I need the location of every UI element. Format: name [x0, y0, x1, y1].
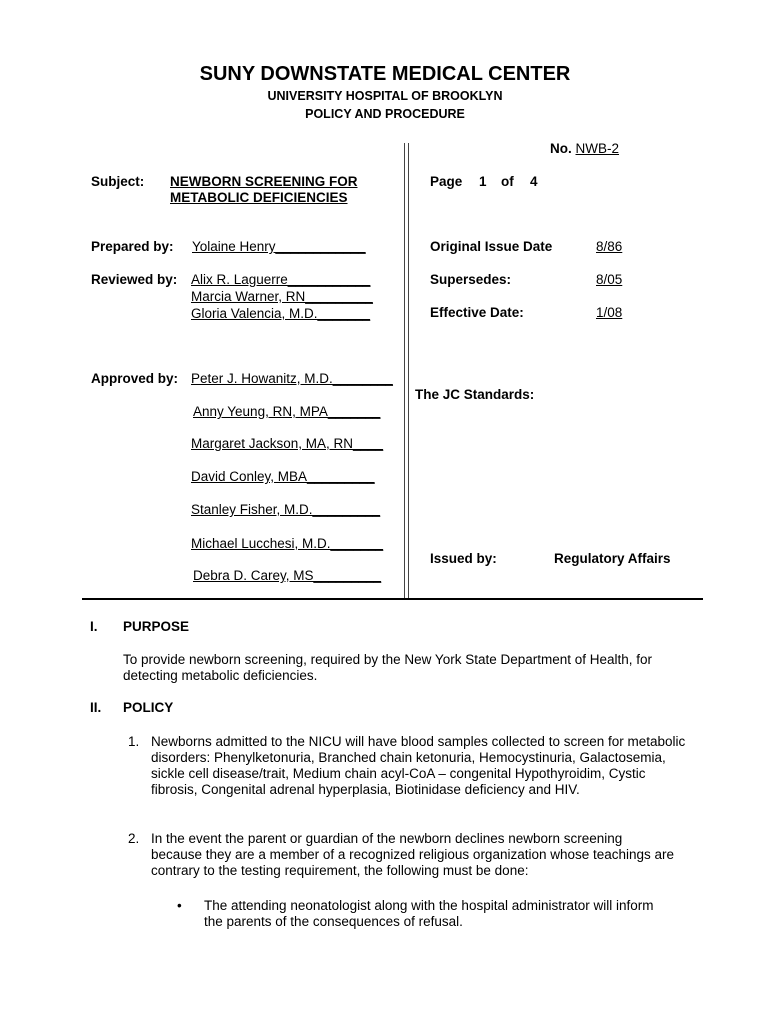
reviewer: Gloria Valencia, M.D._______: [191, 306, 371, 321]
policy-item-1: Newborns admitted to the NICU will have blood samples collected to screen for metabolic disorders: Phenylketonuria, Branched chain ketonuria, Hemocystinuria, Galactosemia, sickle cell disease/trait, Medium chain acyl-CoA – congenital Hypothyroidim, Cystic fibrosis, Congenital adrenal hyperplasia, Biotinidase deficiency and HIV.: [151, 734, 686, 797]
section-number: II.: [90, 700, 102, 715]
effective-value: 1/08: [596, 305, 623, 320]
page-label: Page: [430, 174, 463, 189]
original-issue-label: Original Issue Date: [430, 239, 553, 254]
horizontal-divider: [82, 598, 703, 600]
effective-label: Effective Date:: [430, 305, 524, 320]
subject-line-1: NEWBORN SCREENING FOR: [170, 174, 358, 189]
approver: Peter J. Howanitz, M.D.________: [191, 371, 393, 386]
supersedes-value: 8/05: [596, 272, 623, 287]
reviewer: Alix R. Laguerre___________: [191, 272, 371, 287]
page-of: of: [501, 174, 514, 189]
prepared-label: Prepared by:: [91, 239, 174, 254]
policy-number-value: NWB-2: [575, 141, 620, 156]
bullet-icon: •: [177, 898, 182, 913]
bullet-item: The attending neonatologist along with the hospital administrator will inform the parents of the consequences of refusal.: [204, 898, 654, 929]
subject-line-2: METABOLIC DEFICIENCIES: [170, 190, 348, 205]
approver: David Conley, MBA_________: [191, 469, 375, 484]
list-item-number: 1.: [128, 734, 140, 749]
policy-number-label: No.: [550, 141, 572, 156]
policy-item-2: In the event the parent or guardian of the newborn declines newborn screening because they are a member of a recognized religious organization whose teachings are contrary to the testing requirement, the following must be done:: [151, 831, 675, 878]
page-total: 4: [530, 174, 538, 189]
approver: Stanley Fisher, M.D._________: [191, 502, 381, 517]
document-type: POLICY AND PROCEDURE: [305, 107, 465, 121]
jc-standards-label: The JC Standards:: [415, 387, 535, 402]
section-number: I.: [90, 619, 98, 634]
reviewed-label: Reviewed by:: [91, 272, 178, 287]
hospital-subtitle: UNIVERSITY HOSPITAL OF BROOKLYN: [267, 89, 503, 103]
institution-title: SUNY DOWNSTATE MEDICAL CENTER: [199, 63, 571, 85]
approver: Debra D. Carey, MS_________: [193, 568, 382, 583]
subject-label: Subject:: [91, 174, 145, 189]
original-issue-value: 8/86: [596, 239, 623, 254]
issued-by-value: Regulatory Affairs: [554, 551, 671, 566]
approver: Margaret Jackson, MA, RN____: [191, 436, 384, 451]
approved-label: Approved by:: [91, 371, 179, 386]
purpose-text: To provide newborn screening, required by the New York State Department of Health, for detecting metabolic deficiencies.: [123, 652, 653, 683]
vertical-divider: [404, 143, 409, 600]
approver: Michael Lucchesi, M.D._______: [191, 536, 384, 551]
policy-number: [550, 141, 619, 156]
section-title-policy: POLICY: [123, 700, 174, 715]
prepared-by: Yolaine Henry____________: [192, 239, 366, 254]
page-number: 1: [479, 174, 487, 189]
supersedes-label: Supersedes:: [430, 272, 512, 287]
section-title-purpose: PURPOSE: [123, 619, 190, 634]
issued-by-label: Issued by:: [430, 551, 497, 566]
approver: Anny Yeung, RN, MPA_______: [193, 404, 381, 419]
reviewer: Marcia Warner, RN_________: [191, 289, 373, 304]
list-item-number: 2.: [128, 831, 140, 846]
